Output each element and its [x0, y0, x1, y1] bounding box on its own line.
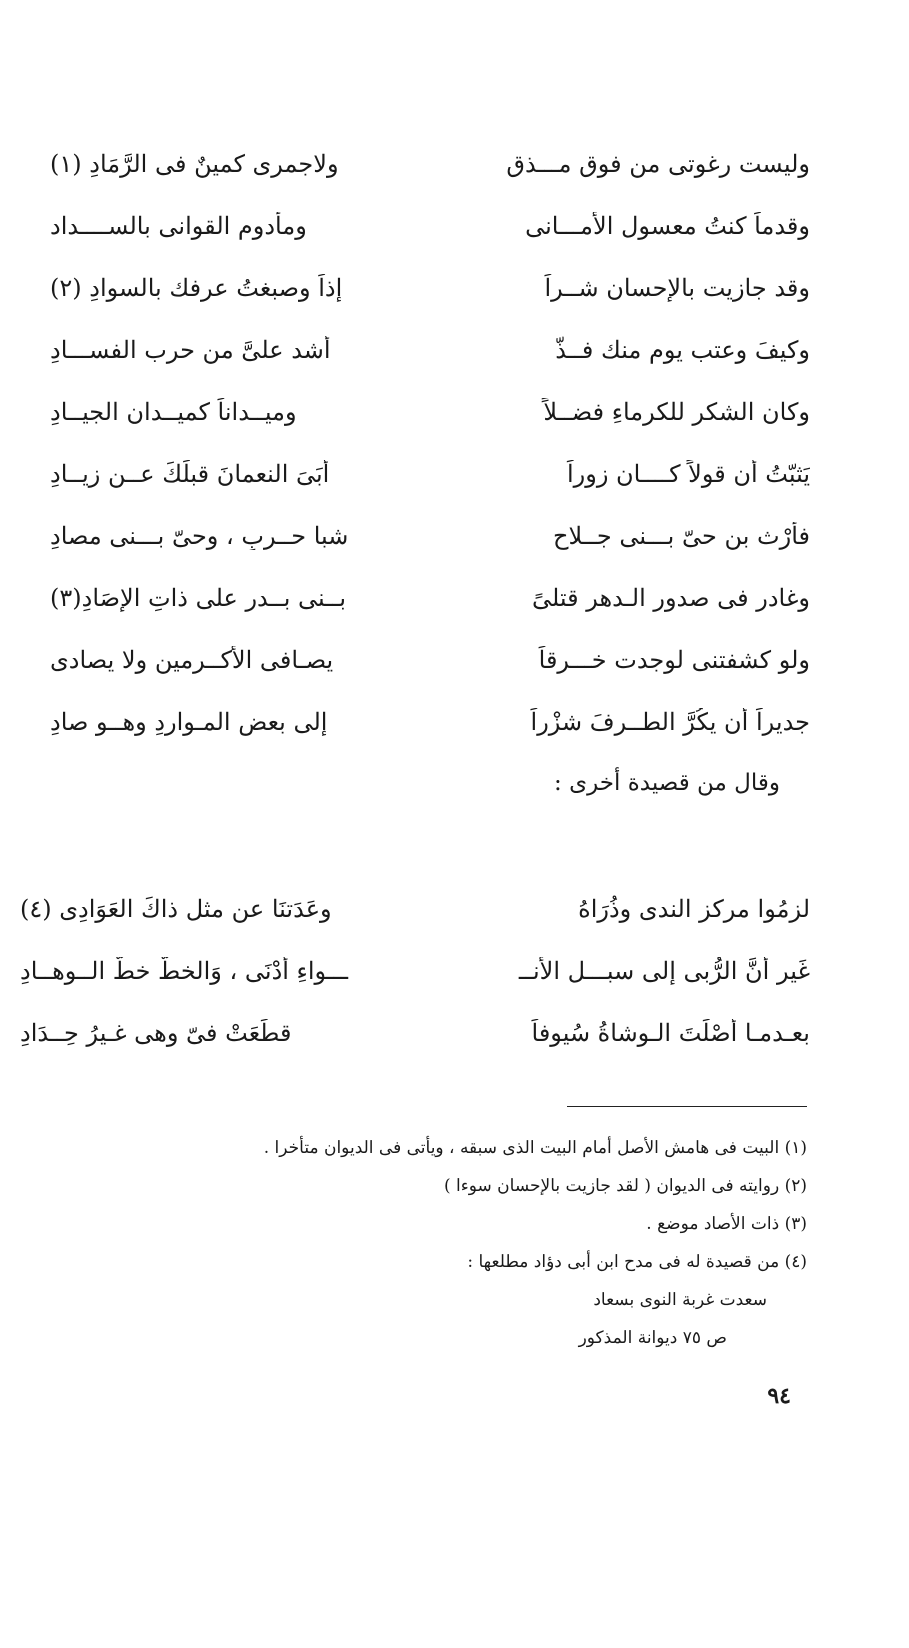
second-hemistich: وميــداناً كميــدانِ الجيــادِ [50, 398, 297, 426]
verse-line [50, 708, 810, 770]
second-hemistich: ومأدوم القوانى بالســــداد [50, 212, 307, 240]
footnote-4: (٤) من قصيدة له فى مدح ابن أبى دؤاد مطلعها : [467, 1252, 807, 1272]
second-hemistich: شبا حــربٍ ، وحىّ بـــنى مصادِ [50, 522, 349, 550]
first-hemistich: جديراً أن يكُرَّ الطــرفَ شزْراً [530, 708, 810, 736]
second-hemistich: ولاجمرى كمينٌ فى الرَّمَادِ (١) [50, 150, 339, 178]
second-hemistich: إلى بعض المـواردِ وهــو صادِ [50, 708, 328, 736]
first-hemistich: بعـدمـا أَصْلَتَ الـوشاةُ سُيوفاً [531, 1019, 810, 1047]
second-hemistich: أشد علىَّ من حرب الفســـادِ [50, 336, 331, 364]
second-hemistich: يصـافى الأَكــرمين ولا يصادى [50, 646, 334, 674]
verse-line [50, 212, 810, 274]
verse-line [20, 1019, 810, 1081]
second-hemistich: ـــواءِ أَدْنَى ، وَالخطُّ خطُّ الــوهــادِ [20, 957, 348, 985]
verse-line [20, 895, 810, 957]
second-hemistich: قطَعَتْ فىّ وهى غـيرُ حِــدَادِ [20, 1019, 292, 1047]
first-hemistich: يَثبّتُ أن قولاً كــــان زوراً [566, 460, 810, 488]
first-hemistich: وغادر فى صدور الـدهر قتلىً [531, 584, 810, 612]
poem-second-section [20, 895, 810, 1081]
verse-line [50, 584, 810, 646]
page-number: ٩٤ [767, 1383, 791, 1409]
first-hemistich: وليست رغوتى من فوق مـــذق [506, 150, 810, 178]
second-hemistich: بــنى بــدرٍ على ذاتِ الإِصَادِ(٣) [50, 584, 347, 612]
first-hemistich: لزِمُوا مركز الندى وذُرَاهُ [578, 895, 810, 923]
first-hemistich: غَير أنَّ الرُّبى إلى سبـــل الأَنــ [518, 957, 810, 985]
first-hemistich: فأَرْث بن حىّ بـــنى جــلاحٍ [552, 522, 810, 550]
verse-line [20, 957, 810, 1019]
footnote-2: (٢) روايته فى الديوان ( لقد جازيت بالإحسان سوءا ) [444, 1176, 807, 1196]
footnote-4-quoted-verse: سعدت غربة النوى بسعاد [593, 1290, 767, 1310]
footnote-1: (١) البيت فى هامش الأصل أمام البيت الذى سبقه ، ويأتى فى الديوان متأخرا . [263, 1138, 807, 1158]
first-hemistich: وقد جازيت بالإحسانِ شــراً [544, 274, 810, 302]
poem-first-section [50, 150, 810, 832]
verse-line [50, 150, 810, 212]
first-hemistich: ولو كشفتنى لوجدت خـــرقاً [538, 646, 810, 674]
first-hemistich: وقدماً كنتُ معسول الأَمـــانى [525, 212, 810, 240]
verse-line [50, 522, 810, 584]
verse-line [50, 274, 810, 336]
footnote-divider [567, 1106, 807, 1107]
first-hemistich: وكيفَ وعتب يومٍ منك فــذّ [555, 336, 810, 364]
verse-line [50, 398, 810, 460]
footnote-3: (٣) ذات الأصاد موضع . [646, 1214, 807, 1234]
verse-line [50, 336, 810, 398]
verse-line [50, 460, 810, 522]
second-hemistich: إذاً وصبغتُ عرفك بالسوادِ (٢) [50, 274, 343, 302]
verse-line [50, 646, 810, 708]
second-hemistich: أبَىَ النعمانَ قبلَكَ عــن زيــادِ [50, 460, 330, 488]
first-hemistich: وكان الشكر للكرماءِ فضــلاً [543, 398, 810, 426]
footnotes [87, 1138, 807, 1366]
poem-intro-line: وقال من قصيدة أخرى : [554, 770, 780, 796]
footnote-4-reference: ص ٧٥ ديوانة المذكور [578, 1328, 727, 1348]
second-hemistich: وعَدَتنَا عن مثلِ ذاكَ العَوَادِى (٤) [20, 895, 332, 923]
